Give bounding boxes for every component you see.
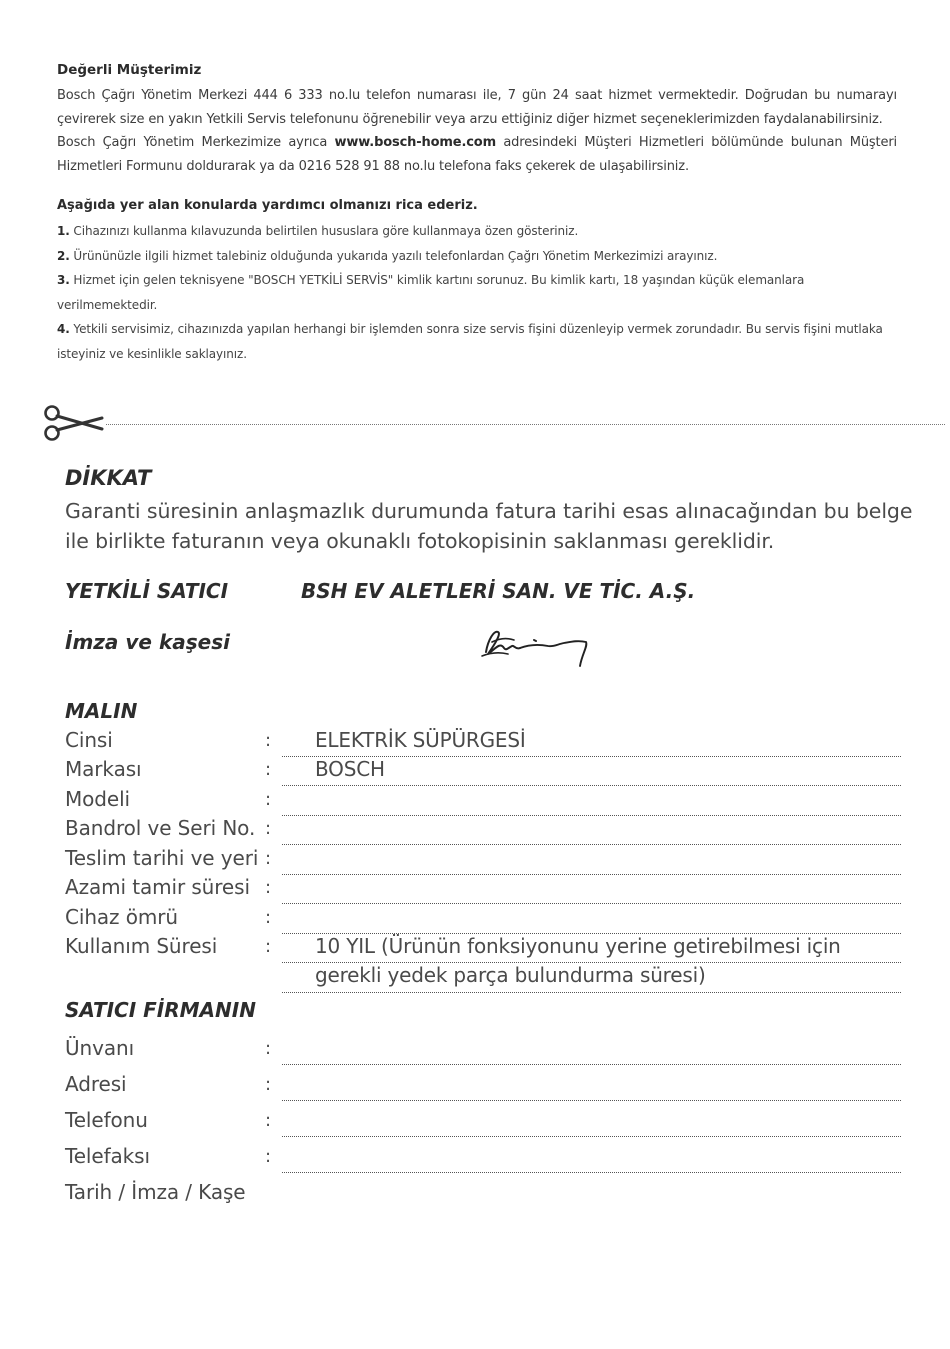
help-heading: Aşağıda yer alan konularda yardımcı olmanızı rica ederiz. — [57, 198, 478, 213]
vendor-address-row — [65, 1072, 901, 1101]
help-item-4 — [57, 317, 897, 366]
help-item-1 — [57, 219, 897, 244]
help-item-text: Ürününüzle ilgili hizmet talebiniz olduğunda yukarıda yazılı telefonlardan Çağrı Yönetim Merkezimizi arayınız. — [69, 248, 718, 263]
product-serial-row — [65, 816, 901, 845]
field-label: Markası — [65, 757, 142, 781]
intro-p2-after: adresindeki Müşteri Hizmetleri bölümünde bulunan Müşteri Hizmetleri Formunu doldurarak ya da 0216 528 91 88 no.lu telefona faks çekerek de ulaşabilirsiniz. — [57, 135, 897, 174]
field-label: Ünvanı — [65, 1036, 135, 1060]
field-dotted-line — [282, 992, 901, 993]
field-dotted-line — [282, 1064, 901, 1065]
field-colon: : — [265, 730, 272, 751]
field-label: Azami tamir süresi — [65, 875, 250, 899]
field-label: Bandrol ve Seri No. — [65, 816, 256, 840]
intro-heading: Değerli Müşterimiz — [57, 62, 202, 78]
help-item-number: 3. — [57, 273, 70, 287]
field-colon: : — [265, 848, 272, 869]
help-item-3 — [57, 268, 897, 317]
seller-label: YETKİLİ SATICI — [65, 579, 229, 603]
help-item-number: 4. — [57, 322, 70, 336]
product-delivery-row — [65, 846, 901, 875]
product-section-title: MALIN — [65, 699, 138, 723]
field-colon: : — [265, 936, 272, 957]
vendor-phone-row — [65, 1108, 901, 1137]
field-dotted-line — [282, 1172, 901, 1173]
field-dotted-line — [282, 1100, 901, 1101]
scissors-icon — [40, 402, 106, 444]
field-colon: : — [265, 907, 272, 928]
vendor-fax-row — [65, 1144, 901, 1173]
help-item-text: Hizmet için gelen teknisyene "BOSCH YETKİLİ SERVİS" kimlik kartını sorunuz. Bu kimlik kartı, 18 yaşından küçük elemanlara verilmemektedir. — [57, 273, 805, 312]
product-lifetime-row — [65, 905, 901, 934]
product-model-row — [65, 787, 901, 816]
product-repair-time-row — [65, 875, 901, 904]
help-item-number: 1. — [57, 224, 70, 238]
field-label: Adresi — [65, 1072, 127, 1096]
intro-paragraph-2 — [57, 131, 897, 178]
field-label: Telefonu — [65, 1108, 148, 1132]
field-colon: : — [265, 1074, 272, 1095]
field-dotted-line — [282, 785, 901, 786]
help-item-number: 2. — [57, 248, 70, 263]
field-label: Telefaksı — [65, 1144, 150, 1168]
intro-p2-before: Bosch Çağrı Yönetim Merkezimize ayrıca — [57, 135, 335, 150]
field-colon: : — [265, 789, 272, 810]
product-usage-period-row — [65, 934, 901, 987]
vendor-title-row — [65, 1036, 901, 1065]
usage-period-value-line2: gerekli yedek parça bulundurma süresi) — [315, 963, 706, 987]
cut-line — [40, 402, 945, 444]
handwritten-signature — [478, 618, 598, 676]
product-type-row — [65, 728, 901, 757]
field-colon: : — [265, 1038, 272, 1059]
intro-paragraph-1: Bosch Çağrı Yönetim Merkezi 444 6 333 no.lu telefon numarası ile, 7 gün 24 saat hizmet vermektedir. Doğrudan bu numarayı çevirerek size en yakın Yetkili Servis telefonunu öğrenebilir veya arzu ettiğiniz diğer hizmet seçeneklerimizden faydalanabilirsiniz. — [57, 88, 897, 127]
field-colon: : — [265, 877, 272, 898]
cut-dotted-line — [106, 424, 945, 425]
product-brand-row — [65, 757, 901, 786]
field-colon: : — [265, 1146, 272, 1167]
field-label: Teslim tarihi ve yeri — [65, 846, 259, 870]
customer-info-section — [57, 62, 897, 366]
signature-label: İmza ve kaşesi — [65, 630, 230, 654]
field-label: Modeli — [65, 787, 131, 811]
vendor-date-signature-row — [65, 1180, 901, 1209]
product-brand-value: BOSCH — [315, 757, 385, 781]
field-colon: : — [265, 818, 272, 839]
date-signature-stamp-label: Tarih / İmza / Kaşe — [65, 1180, 246, 1204]
product-type-value: ELEKTRİK SÜPÜRGESİ — [315, 728, 526, 752]
field-dotted-line — [282, 844, 901, 845]
usage-period-value: 10 YIL (Ürünün fonksiyonunu yerine getirebilmesi için — [315, 934, 841, 958]
help-item-2 — [57, 244, 897, 269]
help-item-text: Yetkili servisimiz, cihazınızda yapılan herhangi bir işlemden sonra size servis fişini düzenleyip vermek zorundadır. Bu servis fişini mutlaka isteyiniz ve kesinlikle saklayınız. — [57, 322, 883, 361]
field-colon: : — [265, 759, 272, 780]
warning-text: Garanti süresinin anlaşmazlık durumunda fatura tarihi esas alınacağından bu belge ile birlikte faturanın veya okunaklı fotokopisinin saklanması gereklidir. — [65, 499, 913, 553]
seller-name: BSH EV ALETLERİ SAN. VE TİC. A.Ş. — [301, 579, 696, 603]
website-link[interactable]: www.bosch-home.com — [334, 135, 496, 150]
field-dotted-line — [282, 903, 901, 904]
field-dotted-line — [282, 1136, 901, 1137]
vendor-section-title: SATICI FİRMANIN — [65, 998, 256, 1022]
warning-title: DİKKAT — [65, 466, 152, 490]
field-colon: : — [265, 1110, 272, 1131]
field-label: Cihaz ömrü — [65, 905, 178, 929]
field-label: Kullanım Süresi — [65, 934, 218, 958]
help-item-text: Cihazınızı kullanma kılavuzunda belirtilen hususlara göre kullanmaya özen gösteriniz. — [69, 224, 579, 238]
field-label: Cinsi — [65, 728, 113, 752]
